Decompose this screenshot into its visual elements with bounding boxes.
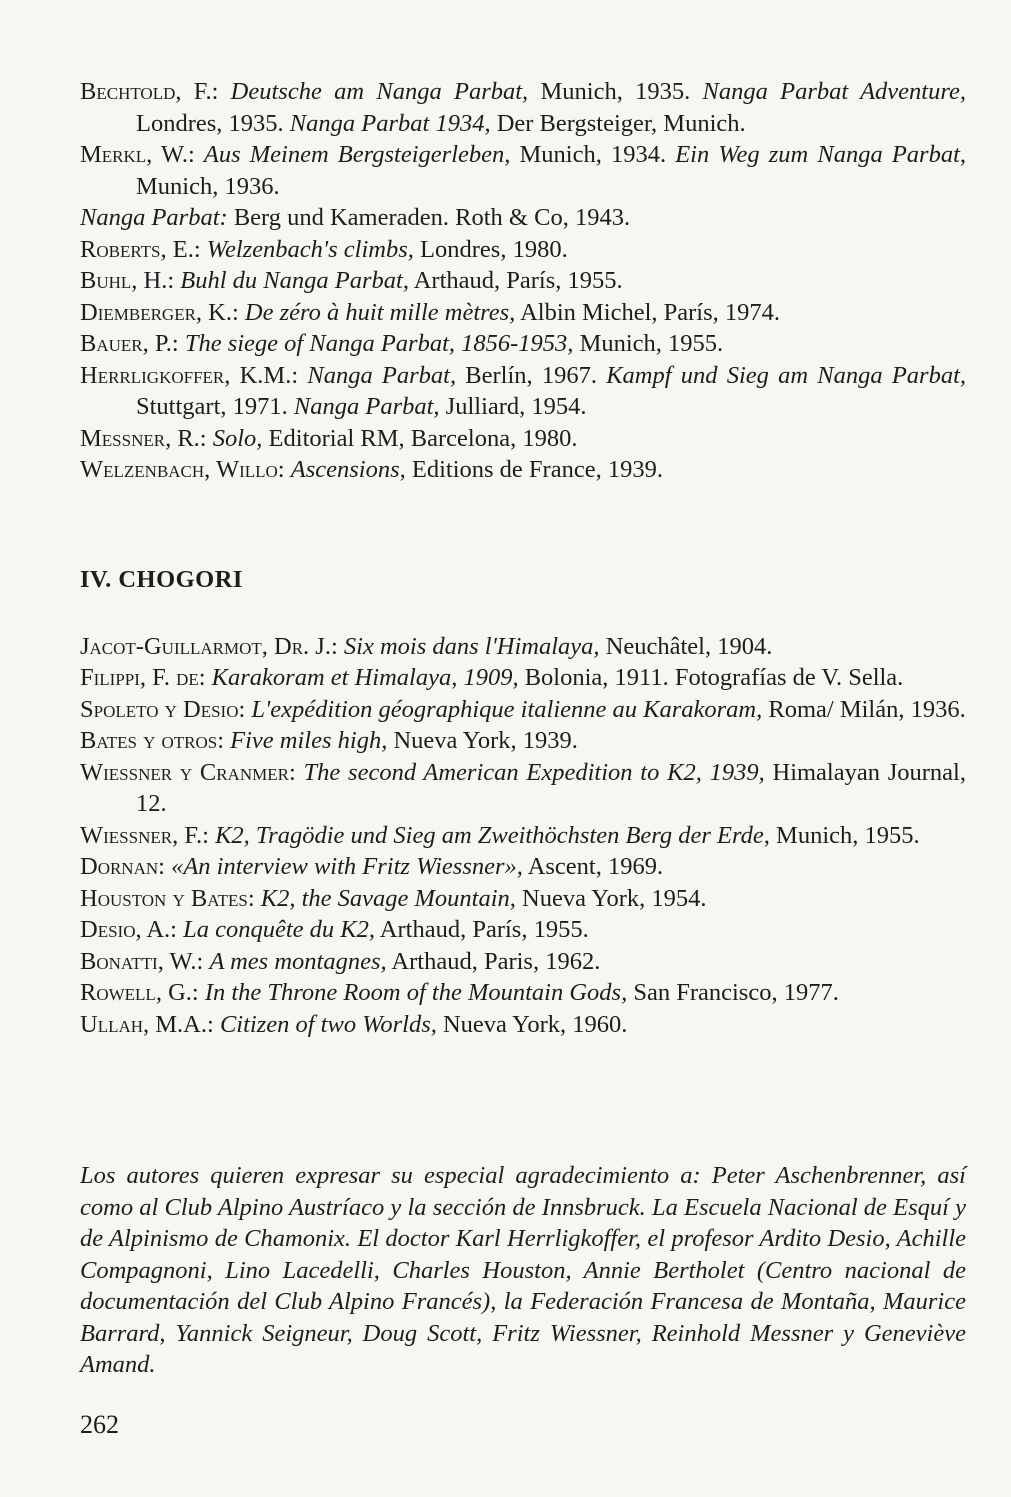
entry-details: Arthaud, París, 1955. (375, 916, 589, 943)
entry-details: Londres, 1980. (413, 235, 568, 263)
entry-author: Roberts, E.: (80, 235, 201, 263)
entry-title: The second American Expedition to K2, 1939, (303, 758, 765, 786)
entry-title: Deutsche am Nanga Parbat, (230, 78, 529, 105)
entry-title: Five miles high, (230, 727, 388, 754)
acknowledgement-paragraph: Los autores quieren expresar su especial agradecimiento a: Peter Aschenbrenner, así como al Club Alpino Austríaco y la sección de Innsbruck. La Escuela Nacional de Esquí y de Alpinismo de Chamonix. El doctor Karl Herrligkoffer, el profesor Ardito Desio, Achille Compagnoni, Lino Lacedelli, Charles Houston, Annie Bertholet (Centro nacional de documentación del Club Alpino Francés), la Federación Francesa de Montaña, Maurice Barrard, Yannick Seigneur, Doug Scott, Fritz Wiessner, Reinhold Messner y Geneviève Amand. (80, 1162, 966, 1378)
entry-details: Roma/ Milán, 1936. (762, 695, 966, 723)
entry-author: Wiessner, F.: (80, 821, 209, 849)
entry-author: Spoleto y Desio: (80, 695, 246, 723)
bibliography-list-chogori (80, 631, 966, 1041)
bibliography-entry (80, 977, 966, 1009)
entry-details: Munich, 1935. (528, 78, 703, 105)
entry-author: Ullah, M.A.: (80, 1010, 214, 1038)
bibliography-entry (80, 360, 966, 423)
entry-author: Merkl, W.: (80, 141, 195, 168)
bibliography-entry (80, 297, 966, 329)
entry-title: Citizen of two Worlds, (219, 1010, 437, 1038)
entry-title: La conquête du K2, (183, 916, 376, 943)
bibliography-entry (80, 662, 966, 694)
bibliography-entry (80, 820, 966, 852)
entry-author: Filippi, F. de: (80, 664, 206, 691)
entry-author: Herrligkoffer, K.M.: (80, 361, 299, 389)
entry-title: De zéro à huit mille mètres, (244, 298, 516, 326)
entry-title: L'expédition géographique italienne au Karakoram, (251, 695, 763, 723)
entry-title: Nanga Parbat 1934, (289, 109, 491, 137)
entry-title: Nanga Parbat, (293, 393, 440, 420)
entry-details: Der Bergsteiger, Munich. (490, 109, 746, 137)
entry-details: Munich, 1955. (769, 821, 920, 849)
entry-title: Ein Weg zum Nanga Parbat, (675, 141, 967, 168)
entry-author: Jacot-Guillarmot, Dr. J.: (80, 632, 338, 660)
entry-details: Munich, 1955. (573, 330, 724, 357)
entry-details: Nueva York, 1954. (515, 884, 707, 912)
bibliography-entry (80, 851, 966, 883)
entry-details: Stuttgart, 1971. (136, 393, 294, 420)
entry-title: The siege of Nanga Parbat, 1856-1953, (184, 330, 574, 357)
bibliography-entry (80, 328, 966, 360)
entry-title: Karakoram et Himalaya, 1909, (211, 664, 519, 691)
entry-details: Nueva York, 1939. (387, 727, 578, 754)
entry-details: Neuchâtel, 1904. (599, 632, 773, 660)
entry-author: Bechtold, F.: (80, 78, 219, 105)
entry-details: Berlín, 1967. (456, 361, 607, 389)
bibliography-entry (80, 423, 966, 455)
bibliography-entry (80, 946, 966, 978)
entry-title: «An interview with Fritz Wiessner», (171, 853, 523, 880)
entry-details: Munich, 1934. (510, 141, 676, 168)
entry-details: Albin Michel, París, 1974. (515, 298, 781, 326)
entry-title: In the Throne Room of the Mountain Gods, (204, 979, 628, 1006)
entry-details: Editorial RM, Barcelona, 1980. (262, 424, 578, 452)
bibliography-entry (80, 265, 966, 297)
section-title: IV. CHOGORI (80, 565, 243, 593)
entry-title: Nanga Parbat, (307, 361, 457, 389)
bibliography-entry (80, 454, 966, 486)
entry-details: Londres, 1935. (136, 109, 290, 137)
bibliography-entry (80, 883, 966, 915)
entry-details: Arthaud, Paris, 1962. (386, 947, 601, 975)
entry-author: Dornan: (80, 853, 165, 880)
entry-title: Aus Meinem Bergsteigerleben, (203, 141, 511, 168)
entry-author: Wiessner y Cranmer: (80, 758, 296, 786)
entry-title: Solo, (212, 424, 263, 452)
bibliography-entry (80, 631, 966, 663)
entry-title: K2, the Savage Mountain, (260, 884, 516, 912)
page-body (80, 76, 966, 1040)
entry-details: Bolonia, 1911. Fotografías de V. Sella. (518, 664, 904, 691)
entry-author: Buhl, H.: (80, 267, 175, 294)
bibliography-entry (80, 725, 966, 757)
entry-author: Houston y Bates: (80, 884, 255, 912)
entry-details: Editions de France, 1939. (405, 456, 663, 483)
bibliography-entry (80, 202, 966, 234)
entry-title: Kampf und Sieg am Nanga Parbat, (606, 361, 966, 389)
entry-author: Rowell, G.: (80, 979, 199, 1006)
entry-author: Bauer, P.: (80, 330, 179, 357)
entry-title: Buhl du Nanga Parbat, (180, 267, 409, 294)
entry-title: Welzenbach's climbs, (206, 235, 414, 263)
entry-title: Nanga Parbat: (80, 204, 228, 231)
entry-details: Nueva York, 1960. (436, 1010, 628, 1038)
entry-details: Himalayan Journal, 12. (136, 758, 966, 817)
bibliography-entry (80, 76, 966, 139)
bibliography-list (80, 76, 966, 486)
entry-title: Ascensions, (290, 456, 406, 483)
entry-title: K2, Tragödie und Sieg am Zweithöchsten Berg der Erde, (215, 821, 770, 849)
entry-title: A mes montagnes, (209, 947, 387, 975)
bibliography-entry (80, 234, 966, 266)
entry-details: Arthaud, París, 1955. (408, 267, 623, 294)
entry-title: Nanga Parbat Adventure, (702, 78, 966, 105)
bibliography-entry (80, 757, 966, 820)
entry-details: Munich, 1936. (136, 172, 280, 200)
bibliography-entry (80, 1009, 966, 1041)
entry-author: Welzenbach, Willo: (80, 456, 285, 483)
page-number: 262 (80, 1410, 119, 1439)
bibliography-entry (80, 139, 966, 202)
entry-details: San Francisco, 1977. (627, 979, 839, 1006)
entry-author: Messner, R.: (80, 424, 207, 452)
entry-author: Bates y otros: (80, 727, 225, 754)
entry-details: Julliard, 1954. (439, 393, 587, 420)
entry-details: Berg und Kameraden. Roth & Co, 1943. (227, 204, 631, 231)
bibliography-entry (80, 694, 966, 726)
entry-author: Bonatti, W.: (80, 947, 204, 975)
entry-title: Six mois dans l'Himalaya, (343, 632, 600, 660)
entry-author: Desio, A.: (80, 916, 177, 943)
bibliography-entry (80, 914, 966, 946)
entry-details: Ascent, 1969. (522, 853, 664, 880)
entry-author: Diemberger, K.: (80, 298, 239, 326)
